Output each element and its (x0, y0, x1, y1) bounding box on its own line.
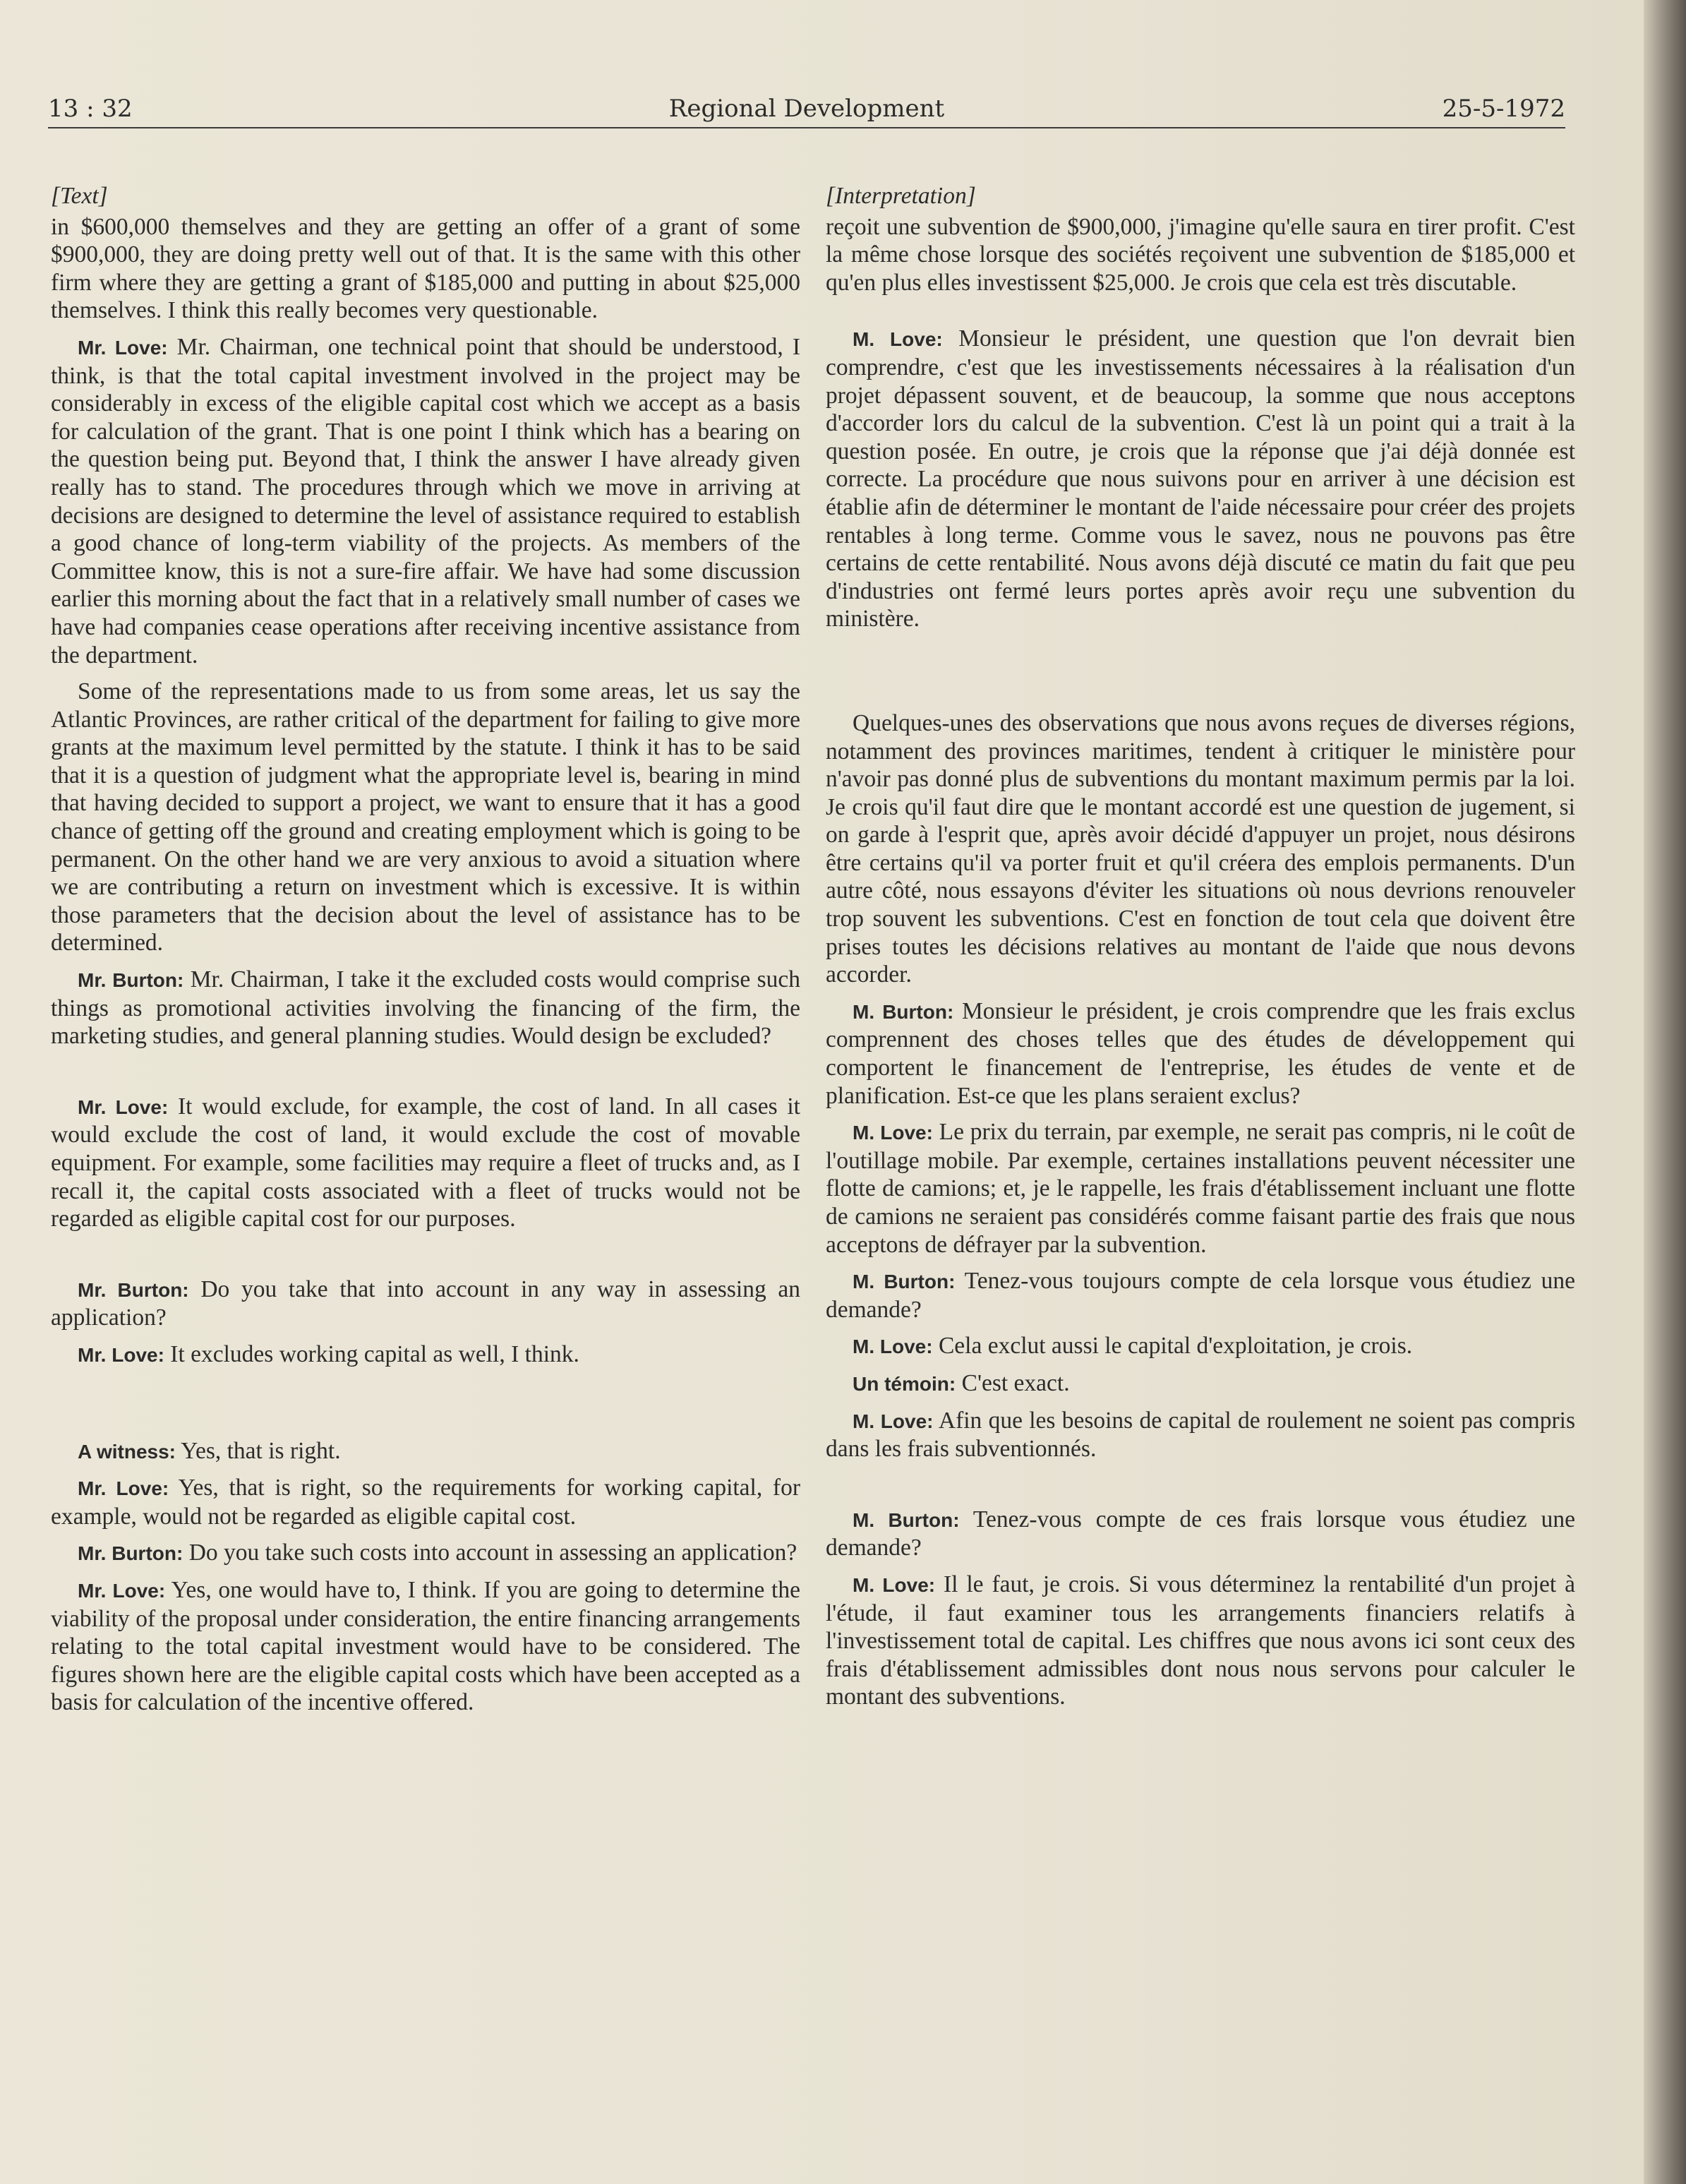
header-title: Regional Development (668, 95, 945, 123)
speaker-name: M. Burton: (853, 1508, 960, 1531)
paragraph: in $600,000 themselves and they are getting an offer of a grant of some $900,000, they are doing pretty well out of that. It is the same with this other firm where they are getting a grant of $185,000 and putting in about $25,000 themselves. I think this really becomes very questionable. (51, 213, 800, 324)
speaker-name: A witness: (78, 1440, 176, 1463)
running-header (48, 92, 1565, 128)
paragraph: M. Burton: Tenez-vous compte de ces frais lorsque vous étudiez une demande? (826, 1506, 1575, 1561)
speaker-name: Un témoin: (853, 1372, 956, 1395)
paragraph: M. Love: Cela exclut aussi le capital d'exploitation, je crois. (853, 1333, 1413, 1360)
speaker-name: Mr. Burton: (78, 969, 184, 992)
paragraph: M. Burton: Monsieur le président, je crois comprendre que les frais exclus comprennent des choses telles que des études de développement qui comportent le financement de l'entreprise, les études de vente et de planification. Est-ce que les plans seraient exclus? (826, 997, 1575, 1109)
paragraph: M. Love: Monsieur le président, une question que l'on devrait bien comprendre, c'est que les investissements nécessaires à la réalisation d'un projet dépassent souvent, et de beaucoup, la somme que nous acceptons d'accorder lors du calcul de la subvention. C'est là un point qui a trait à la question posée. En outre, je crois que la réponse que j'ai déjà donnée est correcte. La procédure que nous suivons pour en arriver à une décision est établie afin de déterminer le montant de l'aide nécessaire pour créer des projets rentables à long terme. Comme vous le savez, nous ne pouvons pas être certains de cette rentabilité. Nous avons déjà discuté ce matin du fait que peu d'industries ont fermé leurs portes après avoir reçu une subvention du ministère. (826, 325, 1575, 632)
paragraph: Mr. Love: It would exclude, for example, the cost of land. In all cases it would exclude the cost of land, it would exclude the cost of movable equipment. For example, some facilities may require a fleet of trucks and, as I recall it, the capital costs associated with a fleet of trucks would not be regarded as eligible capital cost for our purposes. (51, 1093, 800, 1232)
speaker-name: Mr. Love: (78, 1477, 169, 1500)
page-number: 13 : 32 (48, 95, 133, 123)
speaker-name: Mr. Love: (78, 336, 168, 359)
paragraph: reçoit une subvention de $900,000, j'imagine qu'elle saura en tirer profit. C'est la même chose lorsque des sociétés reçoivent une subvention de $185,000 et qu'en plus elles investissent $25,000. Je crois que cela est très discutable. (826, 213, 1575, 296)
column-label: [Interpretation] (826, 183, 976, 209)
paragraph: M. Burton: Tenez-vous toujours compte de cela lorsque vous étudiez une demande? (826, 1268, 1575, 1323)
paragraph: Mr. Love: It excludes working capital as well, I think. (78, 1340, 579, 1367)
paragraph: Mr. Burton: Mr. Chairman, I take it the excluded costs would comprise such things as promotional activities involving the financing of the firm, the marketing studies, and general planning studies. Would design be excluded? (51, 966, 801, 1050)
speaker-name: Mr. Love: (78, 1343, 164, 1366)
paragraph: Mr. Burton: Do you take such costs into account in assessing an application? (78, 1540, 797, 1566)
speaker-name: M. Burton: (853, 1271, 956, 1293)
column-label: [Text] (51, 183, 108, 209)
speaker-name: M. Love: (853, 1336, 933, 1358)
paragraph: M. Love: Il le faut, je crois. Si vous déterminez la rentabilité d'un projet à l'étude, il faut examiner tous les arrangements financiers relatifs à l'investissement total de capital. Les chiffres que nous avons ici sont ceux des frais d'établissement admissibles dont nous nous servons pour calculer le montant des subventions. (826, 1571, 1575, 1710)
paragraph: Some of the representations made to us from some areas, let us say the Atlantic Provinces, are rather critical of the department for failing to give more grants at the maximum level permitted by the statute. I think it has to be said that it is a question of judgment what the appropriate level is, bearing in mind that having decided to support a project, we want to ensure that it has a good chance of getting off the ground and creating employment which is going to be permanent. On the other hand we are very anxious to avoid a situation where we are contributing a return on investment which is excessive. It is within those parameters that the decision about the level of assistance has to be determined. (51, 678, 800, 956)
speaker-name: Mr. Love: (78, 1096, 169, 1118)
paragraph: Mr. Love: Mr. Chairman, one technical point that should be understood, I think, is that the total capital investment involved in the project may be considerably in excess of the eligible capital cost which we accept as a basis for calculation of the grant. That is one point I think which has a bearing on the question being put. Beyond that, I think the answer I have already given really has to stand. The procedures through which we move in arriving at decisions are designed to determine the level of assistance required to establish a good chance of long-term viability of the projects. As members of the Committee know, this is not a sure-fire affair. We have had some discussion earlier this morning about the fact that in a relatively small number of cases we have had companies cease operations after receiving incentive assistance from the department. (51, 333, 800, 668)
paragraph: Mr. Love: Yes, one would have to, I think. If you are going to determine the viability of the proposal under consideration, the entire financing arrangements relating to the total capital investment would have to be considered. The figures shown here are the eligible capital costs which have been accepted as a basis for calculation of the incentive offered. (51, 1576, 800, 1716)
paragraph: M. Love: Le prix du terrain, par exemple, ne serait pas compris, ni le coût de l'outillage mobile. Par exemple, certaines installations peuvent nécessiter une flotte de camions; et, je le rappelle, les frais d'établissement incluant une flotte de camions ne seraient pas considérés comme faisant partie des frais que nous acceptons de défrayer par la subvention. (826, 1119, 1575, 1258)
paragraph: Mr. Burton: Do you take that into account in any way in assessing an application? (51, 1276, 800, 1331)
paragraph: Mr. Love: Yes, that is right, so the requirements for working capital, for example, would not be regarded as eligible capital cost. (51, 1475, 800, 1530)
speaker-name: Mr. Love: (78, 1579, 166, 1602)
speaker-name: Mr. Burton: (78, 1542, 183, 1565)
speaker-name: M. Love: (853, 1573, 936, 1596)
header-date: 25-5-1972 (1442, 95, 1565, 123)
paragraph: Un témoin: C'est exact. (853, 1369, 1070, 1396)
speaker-name: M. Burton: (853, 1000, 954, 1023)
paragraph: M. Love: Afin que les besoins de capital de roulement ne soient pas compris dans les frais subventionnés. (826, 1407, 1575, 1463)
paragraph: A witness: Yes, that is right. (78, 1437, 341, 1464)
french-column (826, 182, 1575, 1720)
speaker-name: M. Love: (853, 328, 943, 351)
english-column (51, 182, 800, 1725)
paragraph: Quelques-unes des observations que nous avons reçues de diverses régions, notamment des provinces maritimes, tendent à critiquer le ministère pour n'avoir pas donné plus de subventions du montant maximum permis par la loi. Je crois qu'il faut dire que le montant accordé est une question de jugement, si on garde à l'esprit que, après avoir décidé d'appuyer un projet, nous désirons être certains qu'il va porter fruit et qu'il créera des emplois permanents. D'un autre côté, nous essayons d'éviter les situations où nous devrions renouveler trop souvent les subventions. C'est en fonction de tout cela que doivent être prises toutes les décisions relatives au montant de l'aide que nous devons accorder. (826, 709, 1575, 988)
speaker-name: M. Love: (853, 1122, 933, 1144)
book-spine-shadow (1644, 0, 1686, 2184)
speaker-name: M. Love: (853, 1410, 934, 1432)
speaker-name: Mr. Burton: (78, 1278, 189, 1301)
